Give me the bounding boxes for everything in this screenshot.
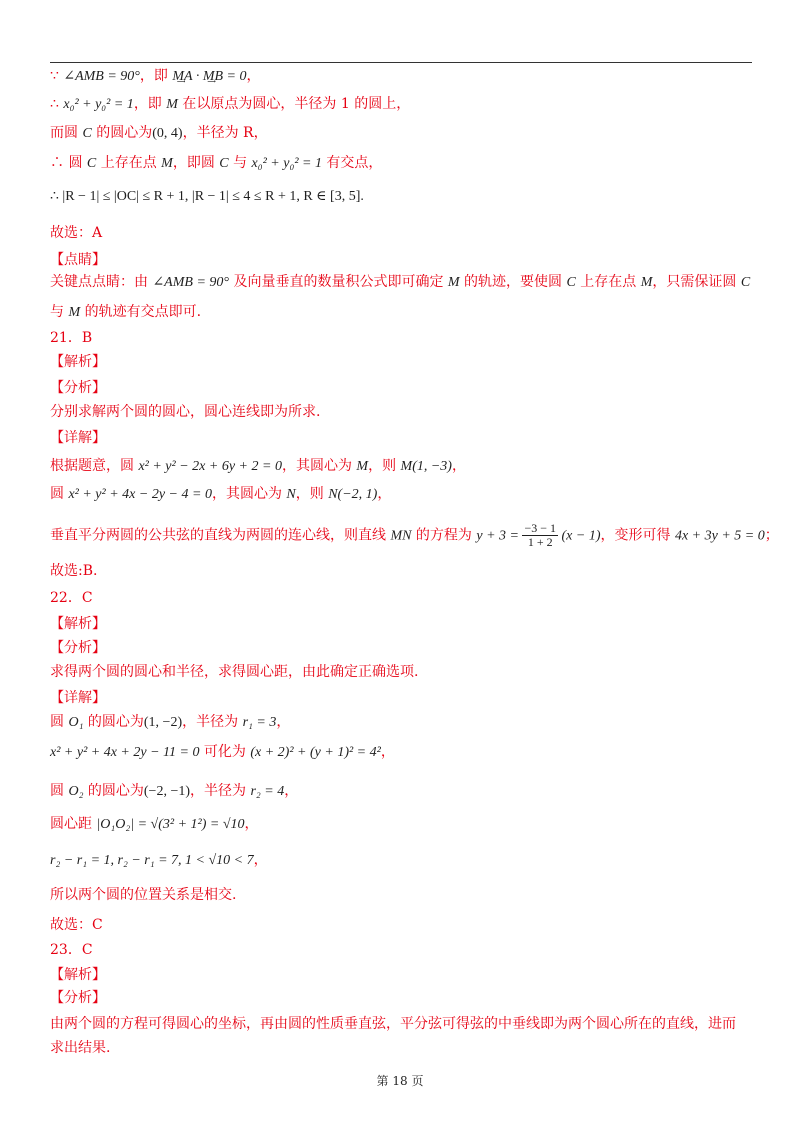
text-run: ，即 (133, 96, 167, 112)
math-run: ∴ |R − 1| ≤ |OC| ≤ R + 1, |R − 1| ≤ 4 ≤ R + 1, R ∈ [3, 5]. (50, 189, 364, 204)
text-run: 根据题意，圆 (50, 458, 139, 474)
math-run: (0, 4) (152, 126, 183, 141)
text-run: ，变形可得 (600, 527, 675, 544)
text-line (50, 638, 752, 658)
text-line (50, 965, 752, 985)
math-run: M (68, 305, 81, 320)
text-line (50, 850, 752, 871)
text-run: 与 (50, 304, 69, 320)
text-run: 由两个圆的方程可得圆心的坐标，再由圆的性质垂直弦，平分弦可得弦的中垂线即为两个圆心所在的直线，进而 (50, 1016, 736, 1032)
math-run: MN (390, 528, 412, 544)
math-run: y + 3 = (476, 528, 523, 544)
text-line (50, 378, 752, 398)
text-run: ， (244, 816, 259, 832)
math-run: M͢A · M͢B = 0 (172, 69, 247, 84)
text-run: ，即圆 (172, 155, 220, 171)
text-run: ，即 (139, 68, 173, 84)
text-run: ， (276, 714, 291, 730)
fraction-denominator: 1 + 2 (527, 535, 553, 549)
text-run: ， (451, 458, 466, 474)
text-line (50, 428, 752, 448)
text-run: 的圆心为 (91, 125, 153, 141)
text-run: 【分析】 (50, 990, 106, 1006)
text-line (50, 352, 752, 372)
text-line (50, 1038, 752, 1058)
text-line (50, 561, 752, 581)
math-run: N (286, 487, 296, 502)
text-line (50, 940, 752, 960)
text-run: 的轨迹有交点即可. (80, 304, 202, 320)
math-run: x² + y² − 2x + 6y + 2 = 0 (138, 459, 282, 474)
math-run: C (219, 156, 229, 171)
text-run: 【点睛】 (50, 252, 106, 268)
math-run: 4x + 3y + 5 = 0 (674, 528, 765, 544)
text-line (50, 272, 752, 293)
math-run: M (161, 156, 173, 171)
text-run: 【分析】 (50, 380, 106, 396)
text-line (50, 521, 779, 549)
math-run: ∠AMB = 90° (63, 69, 140, 84)
math-run: C (566, 275, 576, 290)
text-run: ，其圆心为 (211, 486, 287, 502)
text-run: ， (253, 852, 268, 868)
math-run: x² + y² + 4x + 2y − 11 = 0 (50, 745, 200, 760)
math-run: M (356, 459, 369, 474)
text-run: 所以两个圆的位置关系是相交. (50, 887, 237, 903)
text-line (50, 662, 752, 682)
text-run: ， (246, 68, 261, 84)
text-run: 在以原点为圆心，半径为 1 的圆上， (177, 96, 411, 112)
text-run: 22．C (50, 590, 93, 606)
text-run: 圆 (50, 714, 69, 730)
text-line (50, 456, 752, 477)
text-line (50, 123, 752, 144)
text-run: 【分析】 (50, 640, 106, 656)
text-line (50, 94, 752, 115)
text-line (50, 402, 752, 422)
text-run: 【详解】 (50, 430, 106, 446)
text-run: 分别求解两个圆的圆心，圆心连线即为所求. (50, 404, 321, 420)
text-run: 【详解】 (50, 690, 106, 706)
text-line (50, 186, 752, 207)
text-run: ， (284, 783, 299, 799)
math-run: O₂ (68, 784, 84, 799)
text-run: ， (377, 486, 392, 502)
fraction (522, 522, 558, 549)
text-run: 故选:B. (50, 563, 98, 579)
text-line (50, 814, 752, 835)
text-line (50, 223, 752, 243)
text-run: 21．B (50, 330, 93, 346)
text-run: 关键点点睛：由 (50, 274, 153, 290)
page-number: 第 18 页 (376, 1074, 424, 1088)
text-run: ∵ (50, 68, 64, 84)
math-run: O₁ (68, 715, 84, 730)
math-run: |O₁O₂| = √(3² + 1²) = √10 (96, 817, 245, 832)
header-rule (50, 62, 752, 63)
text-line (50, 153, 752, 174)
text-run: ，半径为 (190, 783, 251, 799)
text-line (50, 1014, 752, 1034)
text-line (50, 688, 752, 708)
text-run: 上存在点 (575, 274, 641, 290)
text-line (50, 712, 752, 733)
math-run: x² + y² + 4x − 2y − 4 = 0 (68, 487, 212, 502)
text-run: 【解析】 (50, 967, 106, 983)
text-run: ，半径为 R， (182, 125, 268, 141)
math-run: r₂ − r₁ = 1, r₂ − r₁ = 7, 1 < √10 < 7 (50, 853, 254, 868)
text-run: 与 (228, 155, 252, 171)
fraction-numerator: −3 − 1 (524, 521, 557, 535)
math-run: x₀² + y₀² = 1 (251, 156, 322, 171)
text-run: 的圆心为 (83, 783, 144, 799)
text-run: ∴ (50, 96, 64, 112)
text-run: 而圆 (50, 125, 83, 141)
text-line (50, 250, 752, 270)
text-line (50, 484, 752, 505)
math-run: r₂ = 4 (250, 784, 285, 799)
math-run: x₀² + y₀² = 1 (63, 97, 134, 112)
math-run: M (166, 97, 178, 112)
text-run: 的圆心为 (83, 714, 144, 730)
text-run: 23．C (50, 942, 93, 958)
math-run: r₁ = 3 (242, 715, 277, 730)
math-run: M (640, 275, 653, 290)
text-run: ，半径为 (182, 714, 243, 730)
text-run: 故选：C (50, 917, 103, 933)
text-run: 可化为 (199, 744, 251, 760)
text-run: 【解析】 (50, 354, 106, 370)
math-run: C (740, 275, 751, 290)
math-run: ∠AMB = 90° (152, 275, 229, 290)
text-line (50, 885, 752, 905)
text-run: 有交点， (321, 155, 383, 171)
text-run: 的轨迹，要使圆 (459, 274, 567, 290)
text-run: 圆心距 (50, 816, 97, 832)
math-run: (1, −2) (143, 715, 183, 730)
text-run: 求得两个圆的圆心和半径，求得圆心距，由此确定正确选项. (50, 664, 419, 680)
text-run: 【解析】 (50, 616, 106, 632)
math-run: M(1, −3) (400, 459, 452, 474)
text-run: ，其圆心为 (281, 458, 357, 474)
math-run: N(−2, 1) (328, 487, 378, 502)
text-run: 圆 (50, 486, 69, 502)
text-line (50, 915, 752, 935)
text-line (50, 328, 752, 348)
text-run: 垂直平分两圆的公共弦的直线为两圆的连心线，则直线 (50, 527, 391, 544)
text-line (50, 302, 752, 323)
math-run: C (86, 156, 97, 171)
text-line (50, 781, 752, 802)
math-run: (x + 2)² + (y + 1)² = 4² (250, 745, 381, 760)
text-line (50, 588, 752, 608)
text-run: ； (764, 527, 779, 544)
text-run: 及向量垂直的数量积公式即可确定 (229, 274, 448, 290)
text-run: ，则 (368, 458, 401, 474)
text-run: 故选：A (50, 225, 103, 241)
text-run: 求出结果. (50, 1040, 111, 1056)
text-line (50, 988, 752, 1008)
text-run: 圆 (50, 783, 69, 799)
math-run: C (82, 126, 92, 141)
text-line (50, 66, 752, 87)
text-run: ，只需保证圆 (652, 274, 741, 290)
math-run: (−2, −1) (143, 784, 191, 799)
text-run: ∴ 圆 (50, 155, 87, 171)
math-run: M (447, 275, 460, 290)
text-run: 的方程为 (411, 527, 477, 544)
math-run: (x − 1) (558, 528, 601, 544)
text-run: ，则 (295, 486, 329, 502)
text-run: ， (380, 744, 395, 760)
text-line (50, 614, 752, 634)
text-run: 上存在点 (96, 155, 162, 171)
text-line (50, 742, 752, 763)
